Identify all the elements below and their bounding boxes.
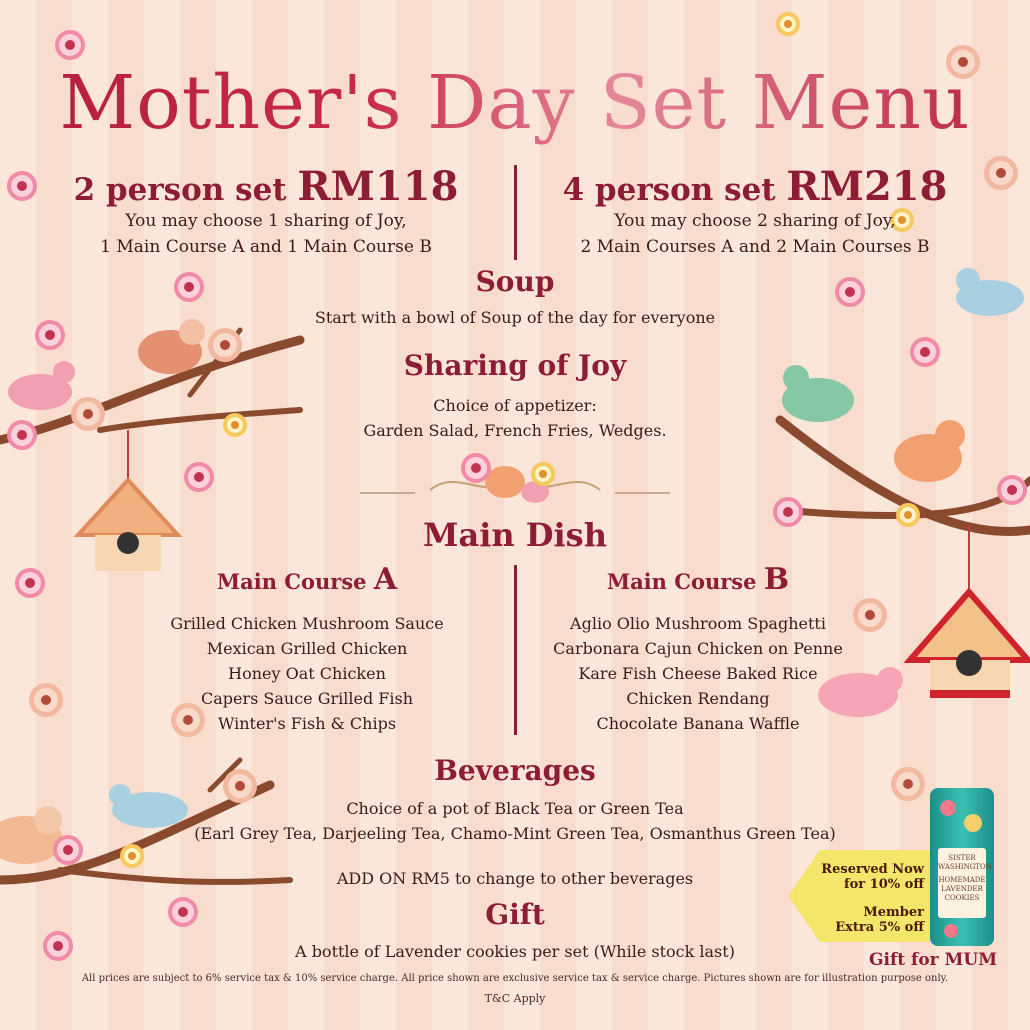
can-line2: LAVENDER xyxy=(941,885,983,893)
set-4-label: 4 person set xyxy=(562,172,776,208)
birdhouse-icon xyxy=(910,592,1028,698)
can-brand: SISTER WASHINGTON xyxy=(938,854,992,871)
beverages-title: Beverages xyxy=(434,754,596,787)
flower-icon xyxy=(7,171,37,201)
gift-for-mum-label: Gift for MUM xyxy=(868,950,998,970)
sharing-body xyxy=(0,393,1030,443)
flower-icon xyxy=(15,568,45,598)
beverages-line1: Choice of a pot of Black Tea or Green Tea xyxy=(346,799,684,818)
list-item: Capers Sauce Grilled Fish xyxy=(200,689,414,708)
promo-line1: Reserved Now xyxy=(821,862,924,877)
set-4-line1: You may choose 2 sharing of Joy, xyxy=(614,211,896,231)
course-a-list xyxy=(127,611,487,736)
main-dish-title: Main Dish xyxy=(423,516,607,554)
course-b-title xyxy=(518,562,878,597)
gift-body: A bottle of Lavender cookies per set (While stock last) xyxy=(295,942,735,961)
can-line1: HOMEMADE xyxy=(938,876,986,884)
terms-label: T&C Apply xyxy=(484,992,546,1005)
list-item: Carbonara Cajun Chicken on Penne xyxy=(553,639,843,658)
course-a-title xyxy=(127,562,487,597)
promo-line3: Member xyxy=(863,905,924,920)
gift-title: Gift xyxy=(485,898,545,931)
list-item: Kare Fish Cheese Baked Rice xyxy=(578,664,818,683)
can-label xyxy=(938,848,992,918)
set-4-line2: 2 Main Courses A and 2 Main Courses B xyxy=(580,237,930,257)
sharing-title: Sharing of Joy xyxy=(403,349,627,382)
set-2-price: RM118 xyxy=(297,163,459,210)
list-item: Chocolate Banana Waffle xyxy=(596,714,800,733)
course-b-label: Main Course xyxy=(606,569,757,594)
course-b-list xyxy=(518,611,878,736)
promo-line2: for 10% off xyxy=(844,877,924,892)
promo-member xyxy=(835,905,924,935)
flower-icon xyxy=(984,156,1018,190)
course-b-letter: B xyxy=(763,562,790,597)
divider xyxy=(514,165,517,260)
can-line3: COOKIES xyxy=(944,894,980,902)
list-item: Grilled Chicken Mushroom Sauce xyxy=(170,614,444,633)
set-4-price: RM218 xyxy=(786,163,948,210)
sharing-line1: Choice of appetizer: xyxy=(433,396,597,415)
beverages-line2: (Earl Grey Tea, Darjeeling Tea, Chamo-Mint Green Tea, Osmanthus Green Tea) xyxy=(194,824,836,843)
list-item: Winter's Fish & Chips xyxy=(217,714,397,733)
set-2-line1: You may choose 1 sharing of Joy, xyxy=(125,211,407,231)
cookie-can-image xyxy=(930,788,994,946)
course-a-letter: A xyxy=(373,562,398,597)
promo-line4: Extra 5% off xyxy=(835,920,924,935)
set-2-title xyxy=(36,163,496,210)
flower-icon xyxy=(776,12,800,36)
flower-icon xyxy=(184,462,214,492)
course-a-label: Main Course xyxy=(216,569,367,594)
promo-badge xyxy=(788,850,930,942)
list-item: Mexican Grilled Chicken xyxy=(206,639,408,658)
page-title: Mother's Day Set Menu xyxy=(0,60,1030,146)
set-4-title xyxy=(525,163,985,210)
beverages-body xyxy=(0,796,1030,846)
set-2-description xyxy=(36,208,496,260)
set-2-label: 2 person set xyxy=(73,172,287,208)
divider xyxy=(514,565,517,735)
bird-icon xyxy=(485,466,525,498)
list-item: Chicken Rendang xyxy=(626,689,770,708)
set-2-line2: 1 Main Course A and 1 Main Course B xyxy=(100,237,432,257)
list-item: Honey Oat Chicken xyxy=(228,664,386,683)
soup-title: Soup xyxy=(475,265,555,298)
list-item: Aglio Olio Mushroom Spaghetti xyxy=(570,614,826,633)
beverages-addon: ADD ON RM5 to change to other beverages xyxy=(336,869,694,888)
promo-reserve xyxy=(821,862,924,892)
soup-body: Start with a bowl of Soup of the day for everyone xyxy=(314,308,716,327)
flower-icon xyxy=(29,683,63,717)
footnote: All prices are subject to 6% service tax & 10% service charge. All price shown are exclusive service tax & service charge. Pictures shown are for illustration purpose only. xyxy=(81,973,949,984)
set-4-description xyxy=(525,208,985,260)
sharing-line2: Garden Salad, French Fries, Wedges. xyxy=(363,421,667,440)
flower-icon xyxy=(55,30,85,60)
